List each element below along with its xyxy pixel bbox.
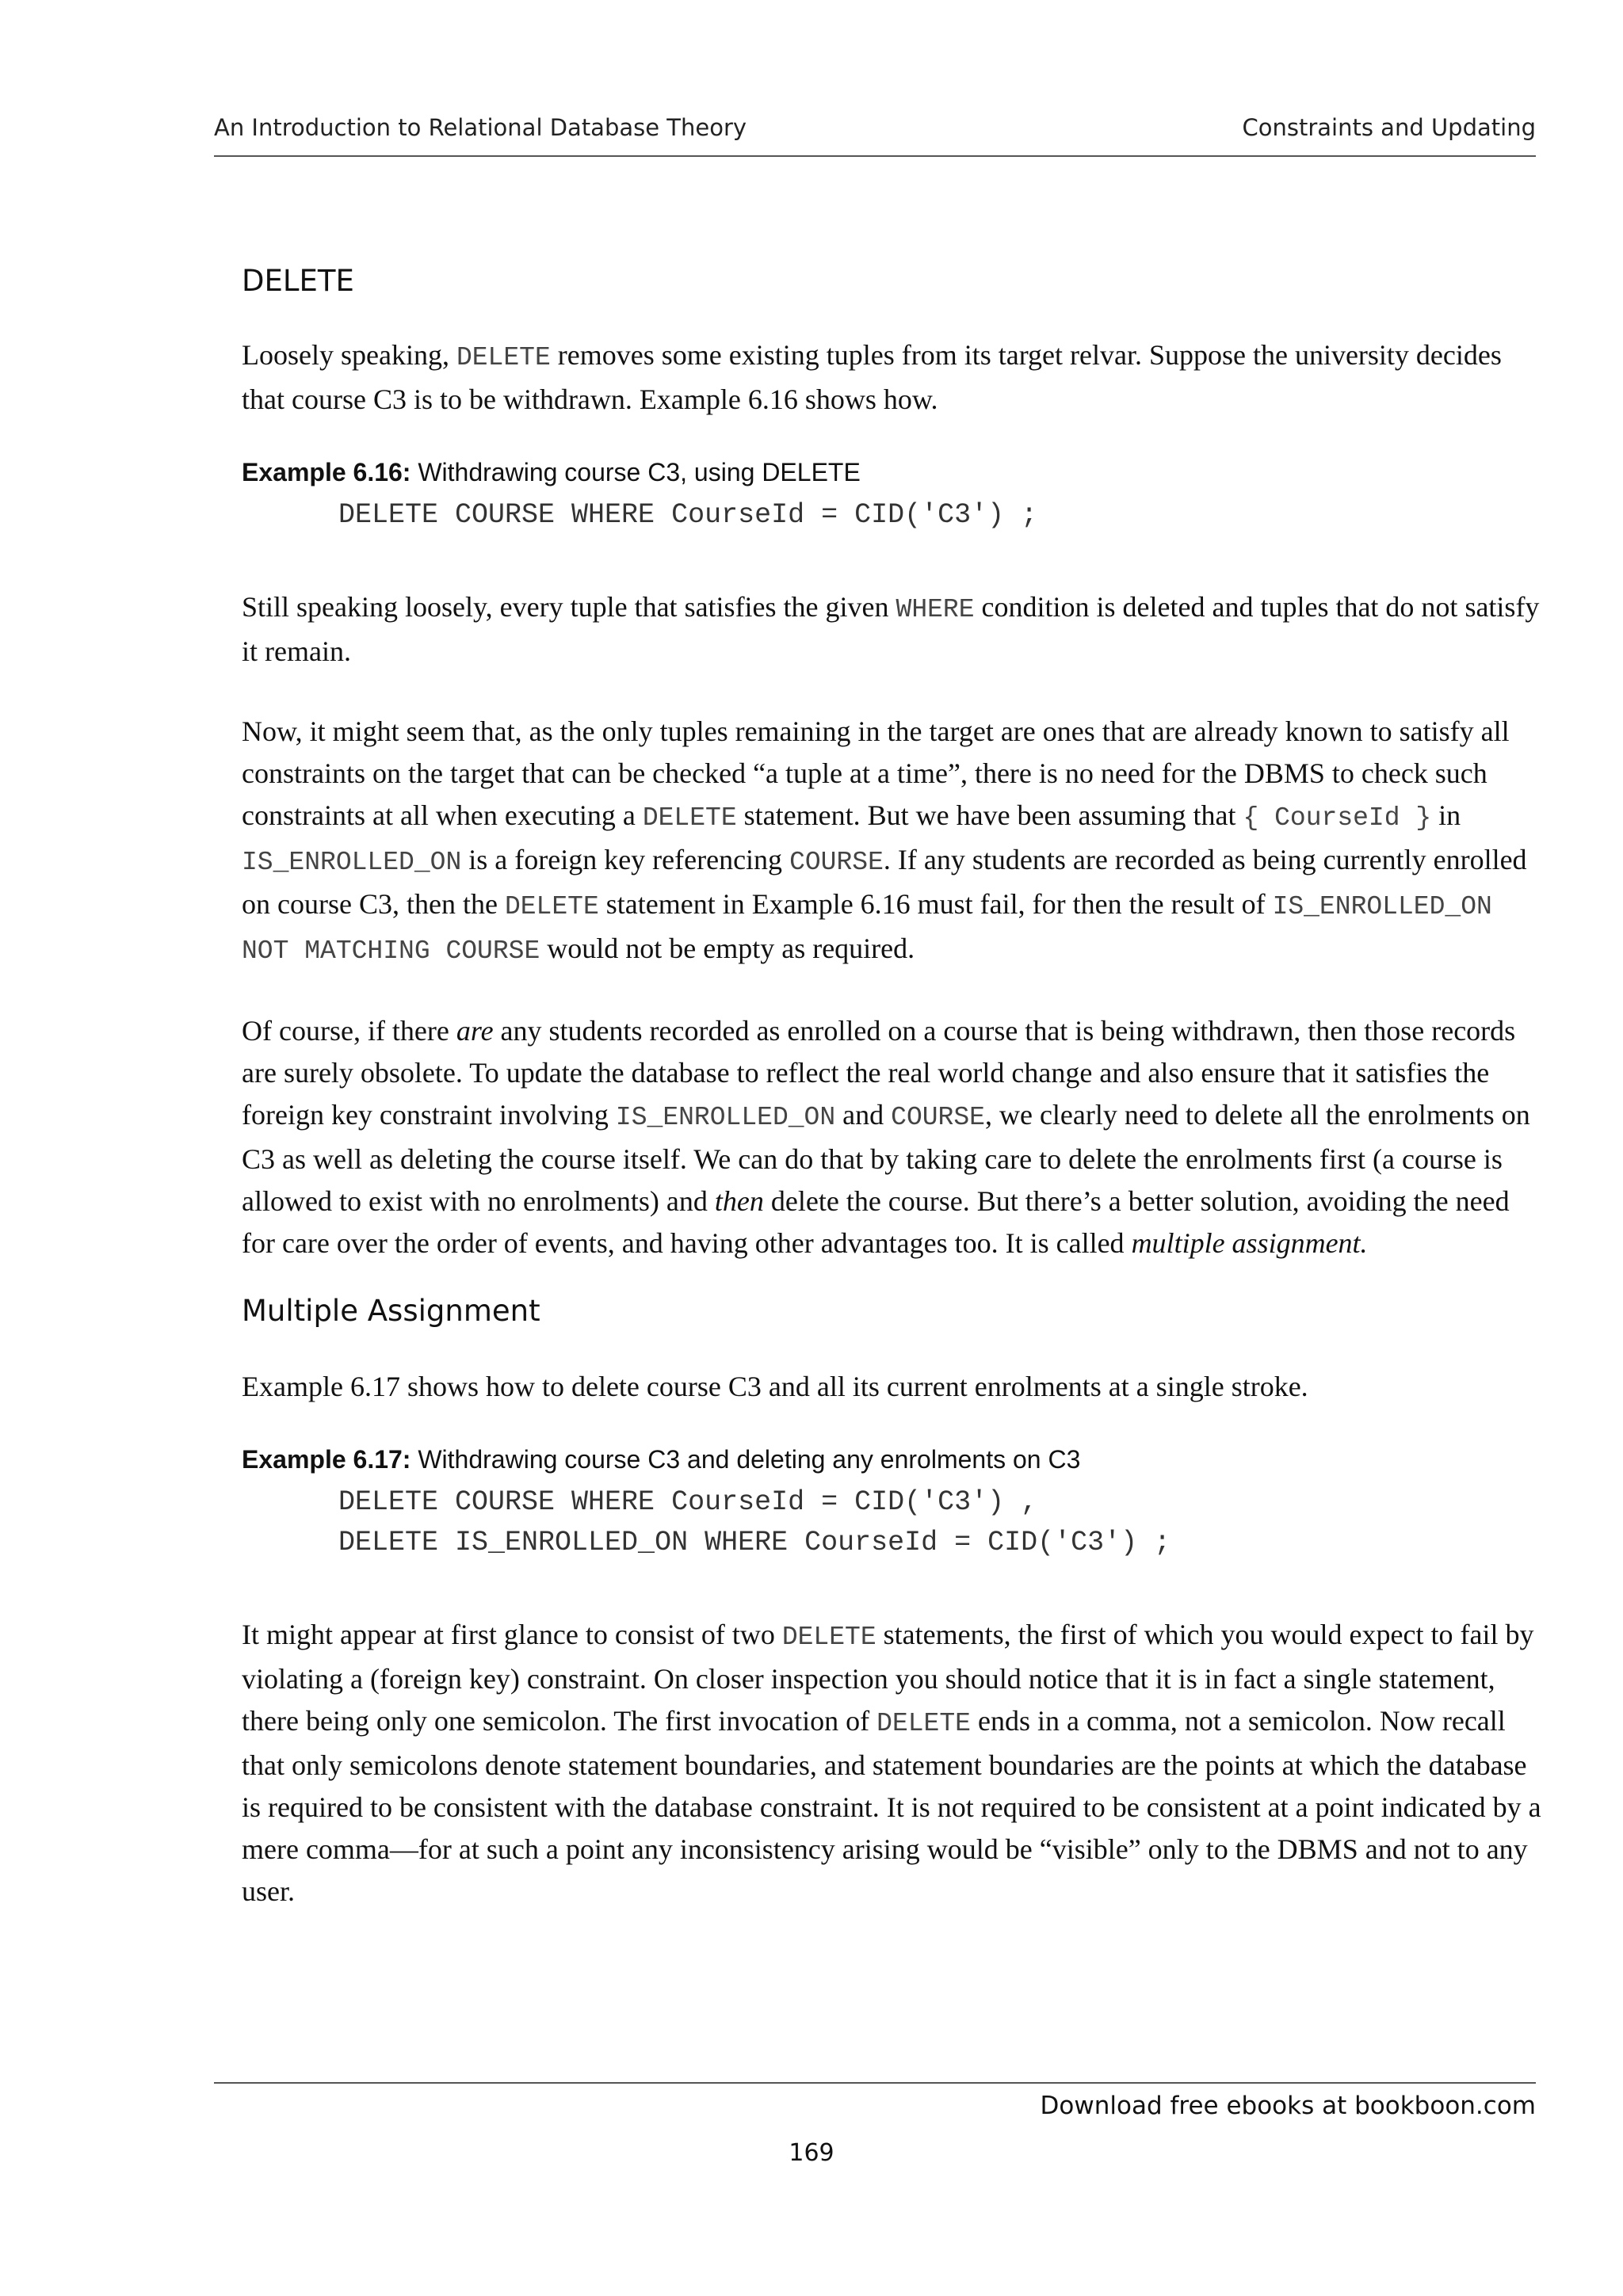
paragraph <box>242 1614 1541 1913</box>
paragraph <box>242 334 1541 421</box>
code-line: DELETE COURSE WHERE CourseId = CID('C3') , <box>338 1486 1038 1518</box>
page-number: 169 <box>789 2139 834 2167</box>
text: , we clearly need to delete all the enrolments on C3 as well as deleting the course itself. We can do that by taking care to delete the enrolments first (a course is allowed to exist with no enrolments) and <box>242 1099 1530 1217</box>
page-header <box>214 109 1536 157</box>
inline-code: COURSE <box>789 848 884 877</box>
text: . If any students are recorded as being currently enrolled on course C3, then the <box>242 844 1527 920</box>
emphasis: are <box>456 1015 494 1047</box>
footer-divider <box>214 2082 1536 2084</box>
text: and <box>835 1099 892 1131</box>
inline-code: IS_ENROLLED_ON <box>242 848 462 877</box>
text: would not be empty as required. <box>540 933 915 964</box>
paragraph <box>242 1010 1541 1264</box>
text: statements, the first of which you would expect to fail by violating a (foreign key) constraint. On closer inspection you should notice that it is in fact a single statement, there being only one semicolon. The first invocation of <box>242 1619 1534 1737</box>
footer-download-link[interactable]: Download free ebooks at bookboon.com <box>1040 2092 1536 2120</box>
text: Loosely speaking, <box>242 339 456 371</box>
text: Still speaking loosely, every tuple that satisfies the given <box>242 591 896 623</box>
code-line: DELETE IS_ENROLLED_ON WHERE CourseId = CID('C3') ; <box>338 1527 1171 1558</box>
text: delete the course. But there’s a better solution, avoiding the need for care over the order of events, and having other advantages too. It is called <box>242 1185 1510 1259</box>
text: ends in a comma, not a semicolon. Now recall that only semicolons denote statement boundaries, and statement boundaries are the points at which the database is required to be consistent with the database constraint. It is not required to be consistent at a point indicated by a mere comma—for at such a point any inconsistency arising would be “visible” only to the DBMS and not to any user. <box>242 1705 1541 1907</box>
emphasis: multiple assignment. <box>1131 1227 1368 1259</box>
text: condition is deleted and tuples that do not satisfy it remain. <box>242 591 1540 667</box>
example-caption <box>242 452 1541 492</box>
text: any students recorded as enrolled on a course that is being withdrawn, then those records are surely obsolete. To update the database to reflect the real world change and also ensure that it satisfies the foreign key constraint involving <box>242 1015 1516 1131</box>
inline-code: DELETE <box>504 892 599 921</box>
inline-code: COURSE <box>891 1103 985 1132</box>
text: removes some existing tuples from its target relvar. Suppose the university decides that course C3 is to be withdrawn. Example 6.16 shows how. <box>242 339 1502 415</box>
code-block: DELETE COURSE WHERE CourseId = CID('C3') ; <box>338 499 1038 531</box>
book-title: An Introduction to Relational Database Theory <box>214 114 747 141</box>
paragraph <box>242 586 1541 673</box>
code-block <box>242 1482 1541 1563</box>
example-label: Example 6.16: <box>242 458 411 486</box>
inline-code: DELETE <box>456 343 551 372</box>
text: statement. But we have been assuming that <box>736 799 1243 831</box>
inline-code: WHERE <box>896 595 975 624</box>
text: statement in Example 6.16 must fail, for then the result of <box>598 888 1273 920</box>
inline-code: { CourseId } <box>1243 803 1432 833</box>
text: in <box>1431 799 1461 831</box>
example-caption-text: Withdrawing course C3, using DELETE <box>411 458 861 486</box>
emphasis: then <box>714 1185 764 1217</box>
example-label: Example 6.17: <box>242 1445 411 1474</box>
text: Of course, if there <box>242 1015 456 1047</box>
chapter-title: Constraints and Updating <box>1242 114 1536 141</box>
example-caption-text: Withdrawing course C3 and deleting any enrolments on C3 <box>411 1445 1081 1474</box>
text: is a foreign key referencing <box>461 844 790 875</box>
paragraph <box>242 711 1541 972</box>
inline-code: DELETE <box>876 1709 971 1738</box>
paragraph: Example 6.17 shows how to delete course C3 and all its current enrolments at a single stroke. <box>242 1371 1308 1402</box>
text: Now, it might seem that, as the only tuples remaining in the target are ones that are already known to satisfy all constraints on the target that can be checked “a tuple at a time”, there is no need for the DBMS to check such constraints at all when executing a <box>242 715 1510 831</box>
inline-code: DELETE <box>642 803 737 833</box>
example-caption <box>242 1440 1541 1479</box>
inline-code: IS_ENROLLED_ON NOT MATCHING COURSE <box>242 892 1492 966</box>
page-content <box>242 261 1541 1913</box>
section-heading-multiple-assignment: Multiple Assignment <box>242 1294 540 1328</box>
inline-code: DELETE <box>781 1623 876 1652</box>
inline-code: IS_ENROLLED_ON <box>615 1103 836 1132</box>
text: It might appear at first glance to consist of two <box>242 1619 782 1650</box>
section-heading-delete: DELETE <box>242 264 354 298</box>
